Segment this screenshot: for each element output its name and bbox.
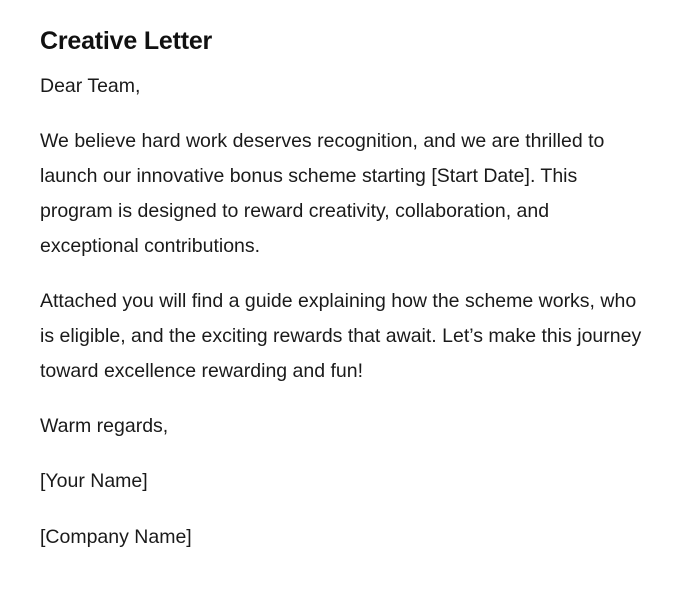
signature-name: [Your Name] <box>40 470 148 492</box>
letter-paragraph-intro: We believe hard work deserves recognition, and we are thrilled to launch our innovative bonus scheme starting [Start Date]. This program is designed to reward creativity, collaboration, and exceptional contributions. <box>40 130 605 257</box>
letter-closing: Warm regards, <box>40 415 169 437</box>
signature-company: [Company Name] <box>40 526 192 548</box>
letter-title: Creative Letter <box>40 27 213 55</box>
letter-greeting: Dear Team, <box>40 75 141 97</box>
letter-document <box>40 24 650 555</box>
letter-paragraph-details: Attached you will find a guide explaining how the scheme works, who is eligible, and the exciting rewards that await. Let’s make this journey toward excellence rewarding and fun! <box>40 290 642 382</box>
